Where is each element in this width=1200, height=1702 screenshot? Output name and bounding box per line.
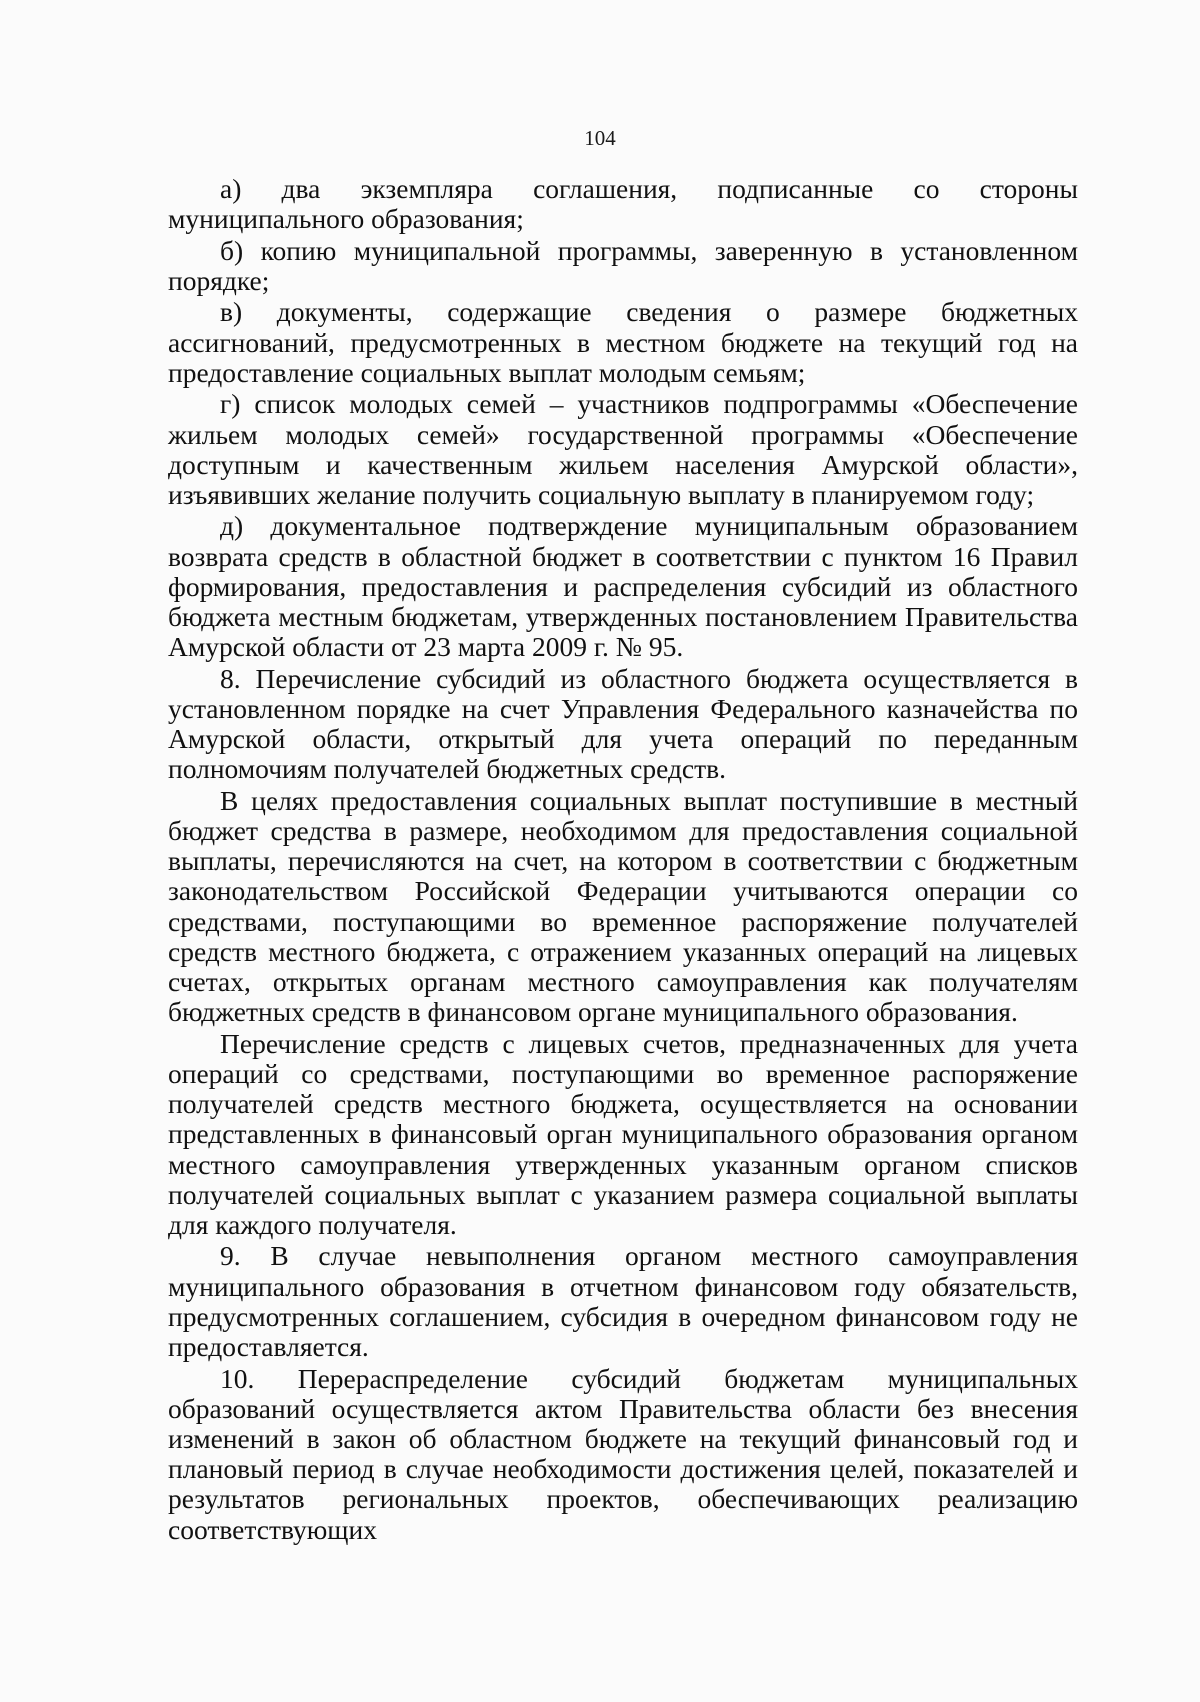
paragraph-b-program-copy: б) копию муниципальной программы, заверенную в установленном порядке; — [168, 234, 1078, 296]
paragraph-account-transfer: Перечисление средств с лицевых счетов, предназначенных для учета операций со средствами, поступающими во временное распоряжение получателей средств местного бюджета, осуществляется на основании представленных в финансовый орган муниципального образования органом местного самоуправления утвержденных указанным органом списков получателей социальных выплат с указанием размера социальной выплаты для каждого получателя. — [168, 1027, 1078, 1240]
page-number: 104 — [584, 126, 616, 150]
paragraph-social-payments: В целях предоставления социальных выплат поступившие в местный бюджет средства в размере, необходимом для предоставления социальной выплаты, перечисляются на счет, на котором в соответствии с бюджетным законодательством Российской Федерации учитываются операции со средствами, поступающими во временное распоряжение получателей средств местного бюджета, с отражением указанных операций на лицевых счетах, открытых органам местного самоуправления как получателям бюджетных средств в финансовом органе муниципального образования. — [168, 784, 1078, 1028]
paragraph-a-agreement-copies: а) два экземпляра соглашения, подписанные со стороны муниципального образования; — [168, 173, 1078, 235]
paragraph-9-non-fulfillment: 9. В случае невыполнения органом местного самоуправления муниципального образования в отчетном финансовом году обязательств, предусмотренных соглашением, субсидия в очередном финансовом году не предоставляется. — [168, 1240, 1078, 1363]
paragraph-v-budget-documents: в) документы, содержащие сведения о размере бюджетных ассигнований, предусмотренных в местном бюджете на текущий год на предоставление социальных выплат молодым семьям; — [168, 296, 1078, 388]
paragraph-g-families-list: г) список молодых семей – участников подпрограммы «Обеспечение жильем молодых семей» государственной программы «Обеспечение доступным и качественным жильем населения Амурской области», изъявивших желание получить социальную выплату в планируемом году; — [168, 388, 1078, 510]
paragraph-8-subsidy-transfer: 8. Перечисление субсидий из областного бюджета осуществляется в установленном порядке на счет Управления Федерального казначейства по Амурской области, открытый для учета операций по переданным полномочиям получателей бюджетных средств. — [168, 662, 1078, 785]
paragraph-10-redistribution: 10. Перераспределение субсидий бюджетам муниципальных образований осуществляется актом Правительства области без внесения изменений в закон об областном бюджете на текущий финансовый год и плановый период в случае необходимости достижения целей, показателей и результатов региональных проектов, обеспечивающих реализацию соответствующих — [168, 1362, 1078, 1545]
paragraph-d-refund-confirmation: д) документальное подтверждение муниципальным образованием возврата средств в областной бюджет в соответствии с пунктом 16 Правил формирования, предоставления и распределения субсидий из областного бюджета местным бюджетам, утвержденных постановлением Правительства Амурской области от 23 марта 2009 г. № 95. — [168, 510, 1078, 663]
document-body — [168, 174, 1078, 1546]
